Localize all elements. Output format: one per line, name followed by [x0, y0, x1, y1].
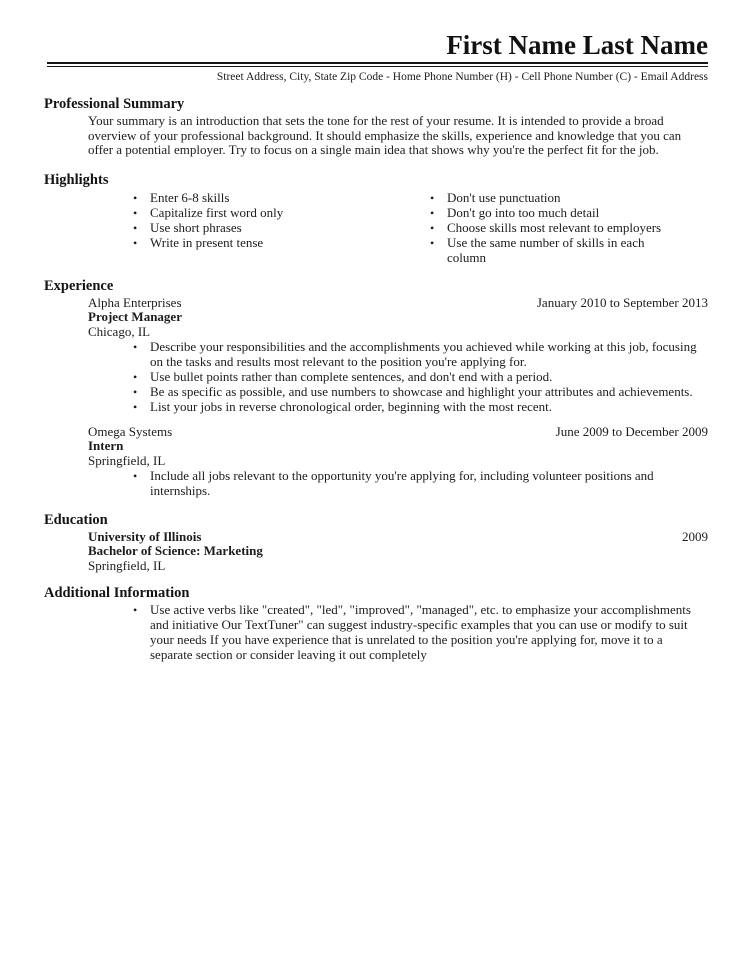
list-item-text: List your jobs in reverse chronological order, beginning with the most recent.	[150, 398, 553, 414]
highlights-column-1	[133, 191, 430, 266]
header	[47, 0, 708, 84]
job-entry-1	[0, 296, 755, 415]
school-location: Springfield, IL	[88, 557, 166, 573]
professional-summary-text: Your summary is an introduction that sets the tone for the rest of your resume. It is intended to provide a broad overview of your professional background. It should emphasize the skills, experience and knowledge that you can offer a potential employer. Try to focus on a single main idea that shows why you're the perfect fit for the job.	[88, 113, 682, 158]
list-item-text: Use short phrases	[150, 219, 242, 235]
list-item	[133, 340, 708, 370]
job-position: Intern	[88, 438, 124, 454]
job-bullet-list	[133, 469, 708, 499]
bullet-icon: •	[133, 220, 138, 235]
list-item	[133, 206, 430, 221]
list-item-text: Write in present tense	[150, 234, 264, 250]
bullet-icon: •	[430, 235, 435, 250]
list-item-text: Use active verbs like "created", "led", "improved", "managed", etc. to emphasize your accomplishments and initiative Our TextTuner" can suggest industry-specific examples that you can use or modify to suit your needs If you have experience that is unrelated to the position you're applying for, move it to a separate section or consider leaving it out completely	[150, 602, 691, 663]
list-item	[430, 221, 685, 236]
list-item-text: Describe your responsibilities and the accomplishments you achieved while working at this job, focusing on the tasks and results most relevant to the position you're applying for.	[150, 339, 697, 370]
list-item-text: Use bullet points rather than complete sentences, and don't end with a period.	[150, 368, 553, 384]
bullet-icon: •	[133, 469, 138, 484]
section-highlights	[0, 172, 755, 266]
job-location: Springfield, IL	[88, 452, 166, 468]
additional-information-list	[133, 603, 708, 663]
list-item	[133, 236, 430, 251]
bullet-icon: •	[133, 340, 138, 355]
job-position: Project Manager	[88, 309, 182, 325]
list-item	[133, 400, 708, 415]
graduation-year: 2009	[682, 528, 708, 544]
bullet-icon: •	[430, 191, 435, 206]
job-header-row	[88, 296, 708, 311]
school-name: University of Illinois	[88, 528, 202, 544]
bullet-icon: •	[133, 399, 138, 414]
list-item	[133, 385, 708, 400]
list-item	[430, 206, 685, 221]
bullet-icon: •	[133, 369, 138, 384]
bullet-icon: •	[430, 206, 435, 221]
company-name: Omega Systems	[88, 423, 173, 439]
education-title: Education	[44, 511, 108, 528]
list-item-text: Capitalize first word only	[150, 205, 284, 221]
bullet-icon: •	[133, 206, 138, 221]
job-dates: January 2010 to September 2013	[536, 294, 708, 310]
degree: Bachelor of Science: Marketing	[88, 543, 263, 559]
list-item-text: Don't go into too much detail	[447, 205, 600, 221]
highlights-title: Highlights	[44, 172, 109, 189]
education-header-row	[88, 530, 708, 545]
bullet-icon: •	[133, 235, 138, 250]
bullet-icon: •	[133, 384, 138, 399]
job-dates: June 2009 to December 2009	[555, 423, 708, 439]
section-education	[0, 512, 755, 574]
list-item	[133, 370, 708, 385]
bullet-icon: •	[430, 220, 435, 235]
candidate-name: First Name Last Name	[446, 30, 708, 60]
professional-summary-title: Professional Summary	[44, 96, 185, 112]
job-entry-2	[0, 425, 755, 499]
highlights-column-2	[430, 191, 685, 266]
list-item	[133, 469, 708, 499]
list-item	[133, 221, 430, 236]
list-item-text: Include all jobs relevant to the opportunity you're applying for, including volunteer positions and internships.	[150, 468, 654, 499]
company-name: Alpha Enterprises	[88, 294, 182, 310]
list-item-text: Use the same number of skills in each column	[447, 234, 645, 265]
section-professional-summary	[0, 96, 755, 158]
list-item-text: Be as specific as possible, and use numbers to showcase and highlight your attributes and achievements.	[150, 383, 693, 399]
experience-title: Experience	[44, 277, 114, 294]
bullet-icon: •	[133, 603, 138, 618]
additional-information-title: Additional Information	[44, 585, 190, 602]
list-item	[133, 603, 708, 663]
job-bullet-list	[133, 340, 708, 415]
header-double-rule	[47, 62, 708, 67]
section-additional-information	[0, 585, 755, 663]
list-item-text: Choose skills most relevant to employers	[447, 219, 662, 235]
job-header-row	[88, 425, 708, 440]
list-item	[430, 236, 685, 266]
list-item	[430, 191, 685, 206]
list-item	[133, 191, 430, 206]
list-item-text: Enter 6-8 skills	[150, 190, 230, 206]
job-location: Chicago, IL	[88, 323, 151, 339]
contact-line: Street Address, City, State Zip Code - Home Phone Number (H) - Cell Phone Number (C) - Email Address	[216, 71, 708, 83]
list-item-text: Don't use punctuation	[447, 190, 561, 206]
bullet-icon: •	[133, 191, 138, 206]
highlights-columns	[133, 190, 755, 266]
section-experience	[0, 278, 755, 499]
